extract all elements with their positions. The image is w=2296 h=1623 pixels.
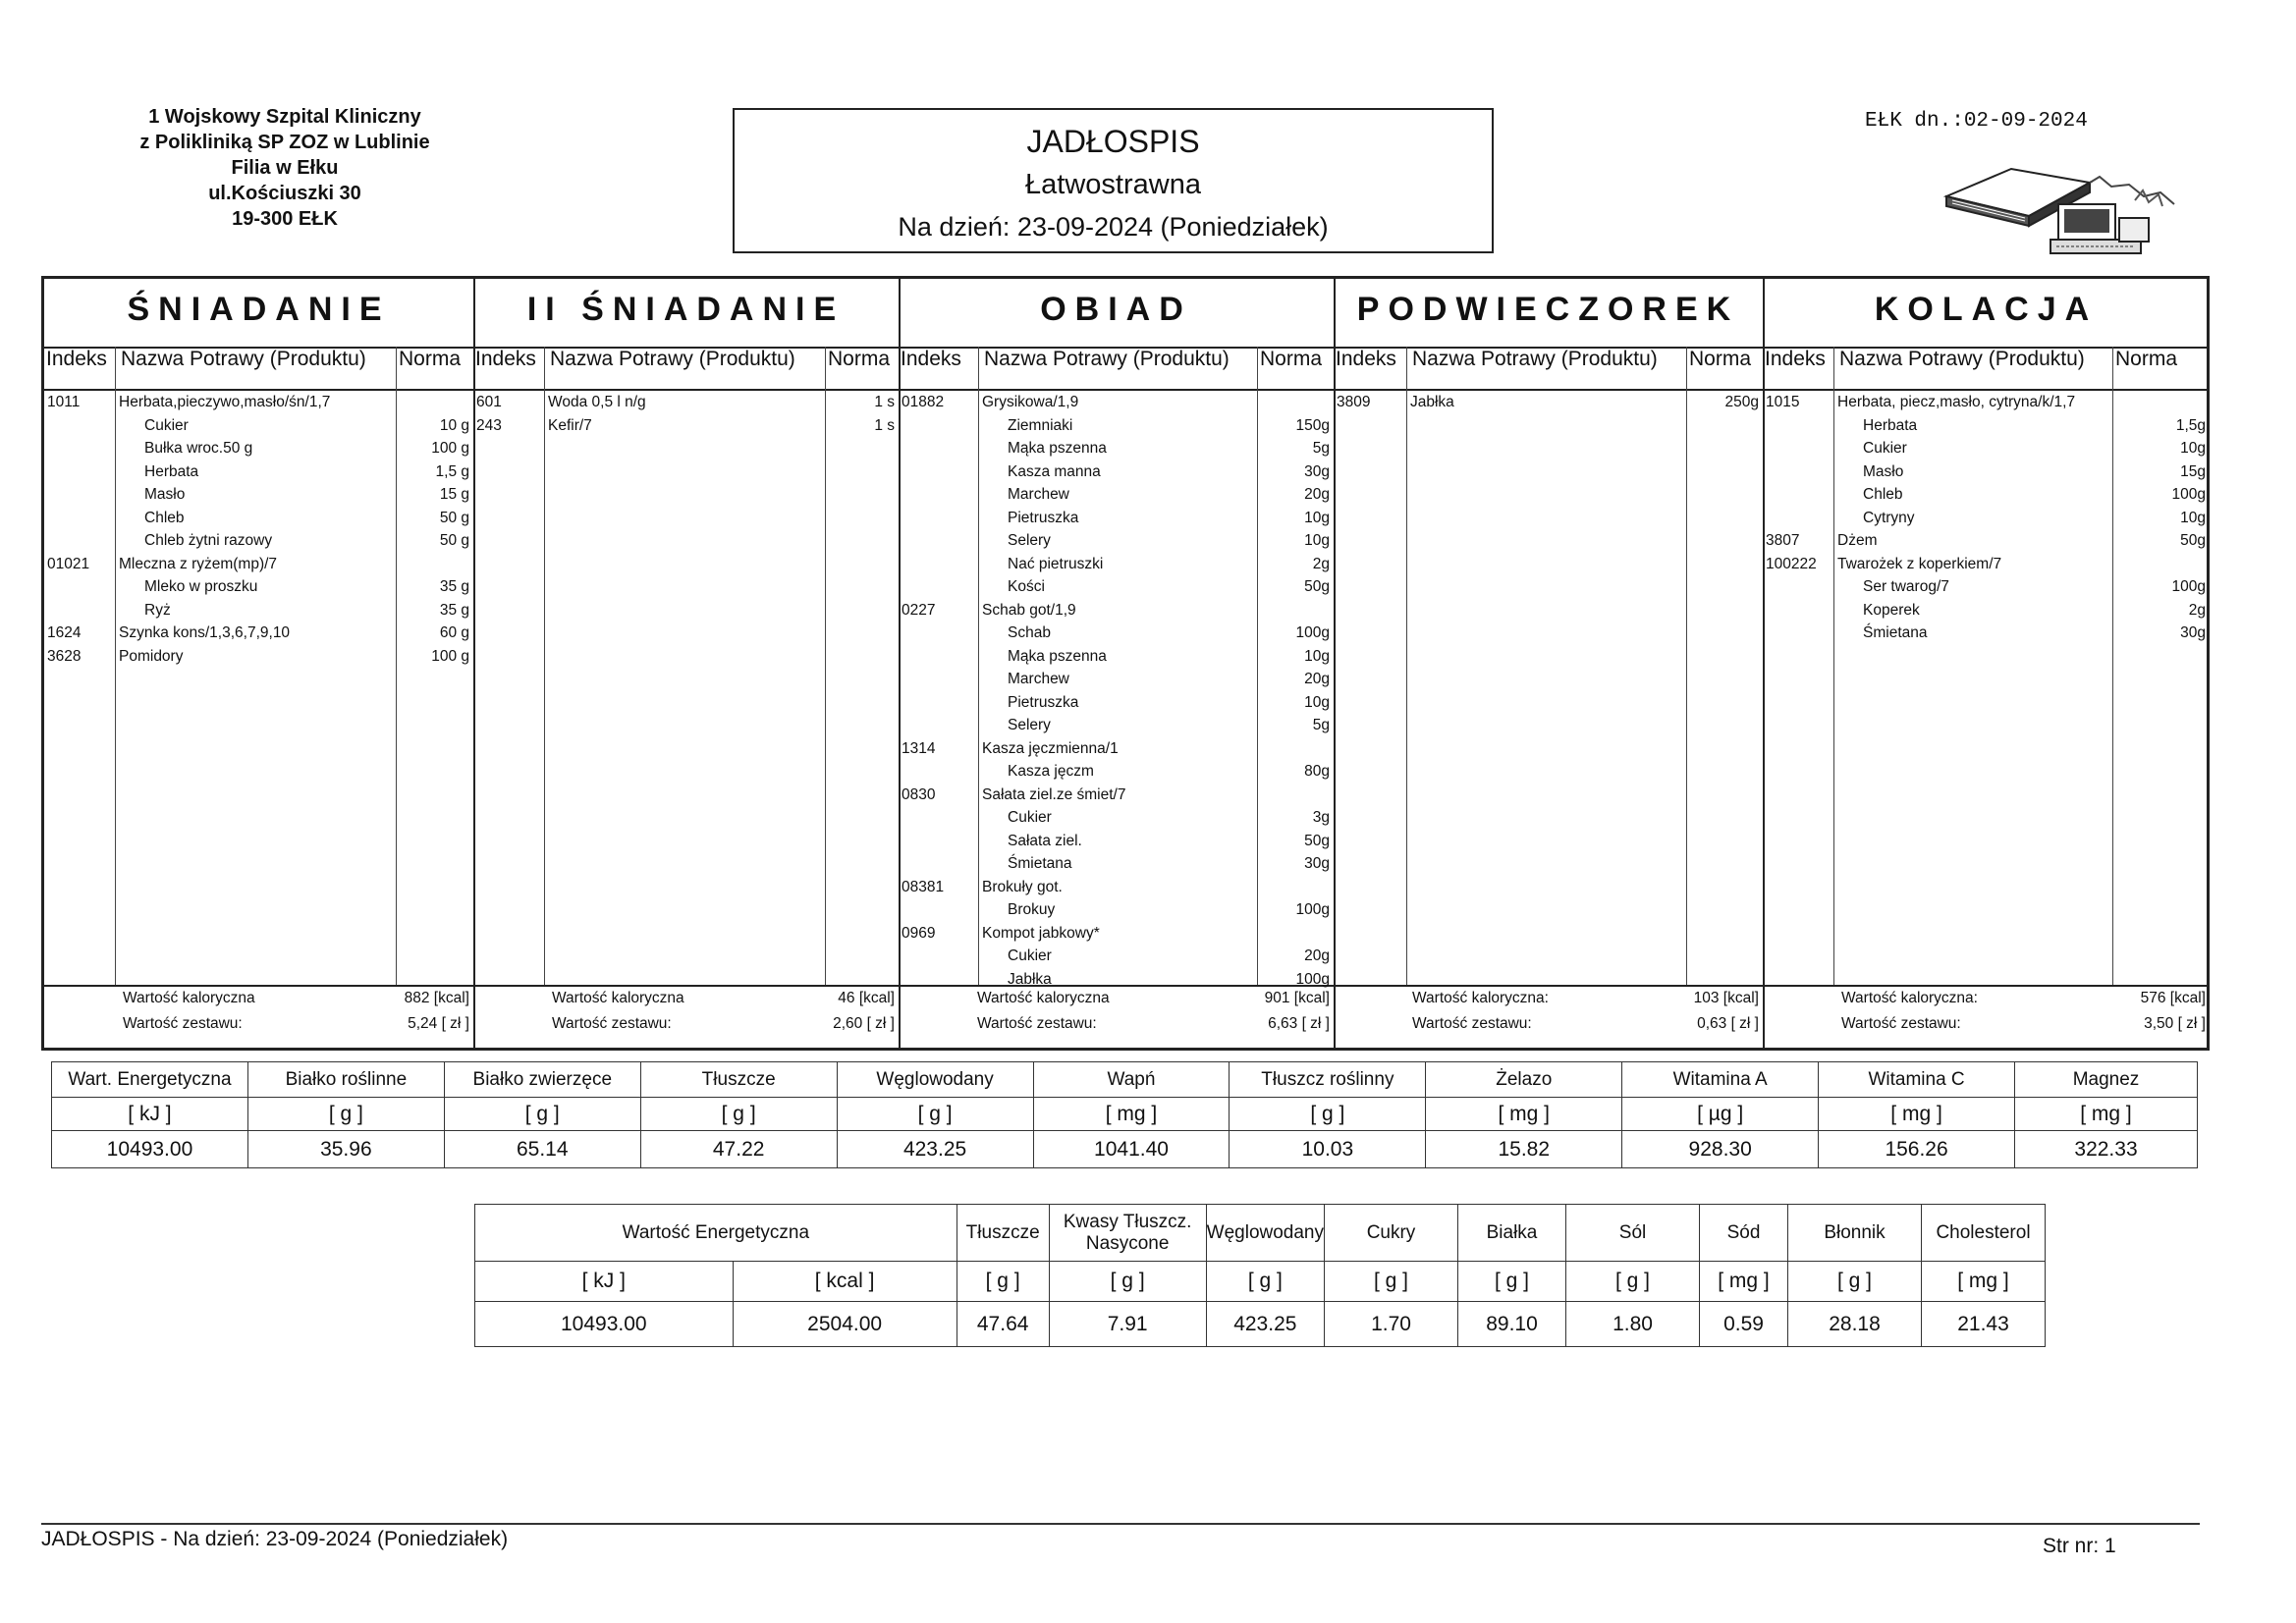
diet-name: Łatwostrawna bbox=[1025, 169, 1201, 200]
nutrition-value: 1.70 bbox=[1325, 1302, 1458, 1347]
index-column-line bbox=[1833, 347, 1834, 985]
meal-item-norm: 150g bbox=[1295, 416, 1330, 434]
nutrition-label: Błonnik bbox=[1788, 1205, 1922, 1262]
nutrient-label: Żelazo bbox=[1426, 1062, 1622, 1098]
nutrient-value: 35.96 bbox=[247, 1131, 444, 1168]
meal-item-name: Schab got/1,9 bbox=[982, 601, 1076, 619]
set-cost-value: 3,50 [ zł ] bbox=[2144, 1015, 2206, 1032]
meal-item-index: 3809 bbox=[1337, 394, 1371, 410]
meal-item-name: Kasza jęczmienna/1 bbox=[982, 739, 1119, 757]
meal-item-norm: 10g bbox=[2180, 509, 2206, 526]
nutrient-value: 10493.00 bbox=[52, 1131, 248, 1168]
meal-item-norm: 1 s bbox=[874, 394, 895, 410]
nutrient-value: 1041.40 bbox=[1033, 1131, 1230, 1168]
meal-item-index: 243 bbox=[476, 416, 502, 434]
meal-item-name: Grysikowa/1,9 bbox=[982, 394, 1079, 410]
meal-item-name: Kompot jabkowy* bbox=[982, 924, 1100, 942]
meal-item-norm: 100g bbox=[1295, 624, 1330, 641]
meal-item-norm: 80g bbox=[1304, 763, 1330, 780]
meal-item-norm: 35 g bbox=[439, 601, 469, 619]
column-header-index: Indeks bbox=[1336, 348, 1396, 370]
meal-item-norm: 5g bbox=[1312, 440, 1330, 457]
meal-item-name: Mąka pszenna bbox=[1008, 647, 1107, 665]
meal-item-norm: 1,5 g bbox=[435, 462, 469, 480]
meal-item-index: 100222 bbox=[1766, 555, 1817, 572]
nutrient-unit: [ g ] bbox=[247, 1098, 444, 1131]
meal-item-name: Kasza jęczm bbox=[1008, 763, 1094, 780]
column-header-norm: Norma bbox=[2115, 348, 2178, 370]
nutrition-unit: [ g ] bbox=[1206, 1262, 1324, 1302]
nutrition-label: Kwasy Tłuszcz. Nasycone bbox=[1049, 1205, 1206, 1262]
nutrition-value: 423.25 bbox=[1206, 1302, 1324, 1347]
meal-item-name: Marchew bbox=[1008, 486, 1069, 503]
set-cost-label: Wartość zestawu: bbox=[977, 1015, 1097, 1032]
calorie-value: 882 [kcal] bbox=[404, 990, 469, 1006]
meal-item-name: Selery bbox=[1008, 717, 1051, 733]
meal-item-norm: 10g bbox=[1304, 532, 1330, 549]
nutrient-value: 156.26 bbox=[1819, 1131, 2015, 1168]
nutrition-value: 28.18 bbox=[1788, 1302, 1922, 1347]
nutrition-label: Węglowodany bbox=[1206, 1205, 1324, 1262]
meal-item-name: Bułka wroc.50 g bbox=[144, 440, 253, 457]
meal-item-index: 1624 bbox=[47, 624, 82, 641]
meal-item-index: 1015 bbox=[1766, 394, 1800, 410]
meal-item-norm: 1 s bbox=[874, 416, 895, 434]
index-column-line bbox=[1406, 347, 1407, 985]
set-cost-value: 0,63 [ zł ] bbox=[1697, 1015, 1759, 1032]
nutrition-unit: [ mg ] bbox=[1922, 1262, 2046, 1302]
nutrient-unit: [ g ] bbox=[444, 1098, 640, 1131]
nutrition-value: 7.91 bbox=[1049, 1302, 1206, 1347]
meal-section-title: KOLACJA bbox=[1874, 291, 2099, 328]
nutrition-value: 89.10 bbox=[1458, 1302, 1566, 1347]
meal-item-name: Nać pietruszki bbox=[1008, 555, 1104, 572]
set-cost-value: 6,63 [ zł ] bbox=[1268, 1015, 1330, 1032]
meal-item-index: 3628 bbox=[47, 647, 82, 665]
title-box bbox=[733, 108, 1494, 253]
calorie-value: 46 [kcal] bbox=[838, 990, 895, 1006]
meal-item-name: Ser twarog/7 bbox=[1863, 578, 1949, 595]
meal-item-norm: 50g bbox=[2180, 532, 2206, 549]
meal-item-norm: 100g bbox=[2171, 578, 2206, 595]
column-header-index: Indeks bbox=[475, 348, 536, 370]
column-header-name: Nazwa Potrawy (Produktu) bbox=[550, 348, 795, 370]
meal-item-name: Cukier bbox=[1863, 440, 1907, 457]
nutrition-unit: [ g ] bbox=[1566, 1262, 1700, 1302]
meal-item-norm: 60 g bbox=[439, 624, 469, 641]
index-column-line bbox=[978, 347, 979, 985]
meal-item-norm: 30g bbox=[1304, 855, 1330, 872]
meal-item-norm: 2g bbox=[1312, 555, 1330, 572]
meal-item-name: Pietruszka bbox=[1008, 509, 1079, 526]
nutrient-label: Węglowodany bbox=[837, 1062, 1033, 1098]
nutrition-value: 1.80 bbox=[1566, 1302, 1700, 1347]
meal-item-name: Kasza manna bbox=[1008, 462, 1101, 480]
nutrient-label: Tłuszcz roślinny bbox=[1230, 1062, 1426, 1098]
nutrient-label: Białko roślinne bbox=[247, 1062, 444, 1098]
meal-item-name: Szynka kons/1,3,6,7,9,10 bbox=[119, 624, 291, 641]
nutrition-facts-table bbox=[474, 1204, 2046, 1347]
meal-item-norm: 15g bbox=[2180, 462, 2206, 480]
column-header-norm: Norma bbox=[828, 348, 891, 370]
meal-section-title: PODWIECZOREK bbox=[1356, 291, 1740, 328]
meal-item-index: 1011 bbox=[47, 394, 81, 410]
meal-item-norm: 20g bbox=[1304, 947, 1330, 964]
nutrient-unit: [ mg ] bbox=[2015, 1098, 2198, 1131]
nutrition-label: Sód bbox=[1700, 1205, 1788, 1262]
meal-item-name: Herbata, piecz,masło, cytryna/k/1,7 bbox=[1837, 394, 2076, 410]
meal-item-name: Mąka pszenna bbox=[1008, 440, 1107, 457]
nutrient-value: 15.82 bbox=[1426, 1131, 1622, 1168]
hospital-name-line2: z Polikliniką SP ZOZ w Lublinie bbox=[139, 132, 430, 153]
meal-item-norm: 10g bbox=[1304, 509, 1330, 526]
column-header-index: Indeks bbox=[46, 348, 107, 370]
meal-item-name: Sałata ziel. bbox=[1008, 832, 1082, 849]
meal-item-name: Jabłka bbox=[1008, 970, 1052, 988]
footer-divider bbox=[41, 1523, 2200, 1525]
nutrient-label: Wapń bbox=[1033, 1062, 1230, 1098]
meal-item-name: Pietruszka bbox=[1008, 693, 1079, 711]
meal-item-name: Jabłka bbox=[1410, 394, 1454, 410]
calorie-value: 103 [kcal] bbox=[1693, 990, 1759, 1006]
meal-item-name: Herbata,pieczywo,masło/śn/1,7 bbox=[119, 394, 331, 410]
footer-text: JADŁOSPIS - Na dzień: 23-09-2024 (Poniedziałek) bbox=[41, 1528, 509, 1550]
nutrient-unit: [ g ] bbox=[640, 1098, 837, 1131]
set-cost-label: Wartość zestawu: bbox=[1412, 1015, 1532, 1032]
nutrition-unit: [ g ] bbox=[1788, 1262, 1922, 1302]
nutrition-value: 47.64 bbox=[957, 1302, 1049, 1347]
meal-item-name: Ziemniaki bbox=[1008, 416, 1073, 434]
meal-item-name: Cukier bbox=[1008, 947, 1052, 964]
meal-item-norm: 100 g bbox=[431, 647, 469, 665]
meal-item-norm: 100g bbox=[2171, 486, 2206, 503]
meal-item-norm: 50g bbox=[1304, 578, 1330, 595]
meal-item-index: 3807 bbox=[1766, 532, 1800, 549]
nutrient-value: 65.14 bbox=[444, 1131, 640, 1168]
meal-item-name: Selery bbox=[1008, 532, 1051, 549]
nutrition-label: Tłuszcze bbox=[957, 1205, 1049, 1262]
meal-item-norm: 30g bbox=[2180, 624, 2206, 641]
meal-item-index: 08381 bbox=[902, 878, 945, 895]
meal-item-name: Śmietana bbox=[1008, 855, 1072, 872]
meal-item-index: 601 bbox=[476, 394, 502, 410]
meal-item-name: Ryż bbox=[144, 601, 171, 619]
nutrient-value: 423.25 bbox=[837, 1131, 1033, 1168]
calorie-label: Wartość kaloryczna: bbox=[1841, 990, 1978, 1006]
meal-item-name: Herbata bbox=[144, 462, 199, 480]
meal-item-index: 01021 bbox=[47, 555, 90, 572]
nutrition-value: 21.43 bbox=[1922, 1302, 2046, 1347]
meal-item-name: Śmietana bbox=[1863, 624, 1928, 641]
section-divider bbox=[899, 279, 901, 1048]
nutrition-label: Cukry bbox=[1325, 1205, 1458, 1262]
hospital-name-line1: 1 Wojskowy Szpital Kliniczny bbox=[148, 106, 421, 128]
meal-item-norm: 100g bbox=[1295, 970, 1330, 988]
nutrient-unit: [ µg ] bbox=[1622, 1098, 1819, 1131]
book-computer-logo-icon bbox=[1942, 157, 2178, 257]
meal-item-name: Brokuy bbox=[1008, 901, 1056, 918]
nutrient-value: 322.33 bbox=[2015, 1131, 2198, 1168]
meal-item-norm: 15 g bbox=[439, 486, 469, 503]
meal-item-name: Sałata ziel.ze śmiet/7 bbox=[982, 785, 1126, 803]
meal-item-norm: 250g bbox=[1724, 394, 1759, 410]
nutrient-value: 928.30 bbox=[1622, 1131, 1819, 1168]
nutrition-unit: [ g ] bbox=[1325, 1262, 1458, 1302]
meal-plan-table bbox=[41, 276, 2210, 1051]
column-header-name: Nazwa Potrawy (Produktu) bbox=[1839, 348, 2085, 370]
section-divider bbox=[473, 279, 475, 1048]
meal-item-name: Kości bbox=[1008, 578, 1045, 595]
nutrient-label: Białko zwierzęce bbox=[444, 1062, 640, 1098]
column-header-norm: Norma bbox=[1689, 348, 1752, 370]
nutrition-unit: [ mg ] bbox=[1700, 1262, 1788, 1302]
meal-item-norm: 1,5g bbox=[2175, 416, 2206, 434]
nutrient-value: 47.22 bbox=[640, 1131, 837, 1168]
calorie-label: Wartość kaloryczna bbox=[552, 990, 684, 1006]
meal-item-index: 1314 bbox=[902, 739, 936, 757]
nutrition-unit: [ g ] bbox=[1049, 1262, 1206, 1302]
section-divider bbox=[1763, 279, 1765, 1048]
nutrition-label: Białka bbox=[1458, 1205, 1566, 1262]
meal-item-name: Mleczna z ryżem(mp)/7 bbox=[119, 555, 278, 572]
meal-item-name: Cytryny bbox=[1863, 509, 1915, 526]
hospital-street: ul.Kościuszki 30 bbox=[208, 183, 361, 204]
calorie-value: 901 [kcal] bbox=[1264, 990, 1330, 1006]
meal-item-index: 0969 bbox=[902, 924, 936, 942]
meal-item-norm: 2g bbox=[2188, 601, 2206, 619]
meal-item-norm: 100g bbox=[1295, 901, 1330, 918]
nutrient-label: Tłuszcze bbox=[640, 1062, 837, 1098]
meal-item-norm: 50 g bbox=[439, 509, 469, 526]
hospital-city: 19-300 EŁK bbox=[232, 208, 338, 230]
section-divider bbox=[1334, 279, 1336, 1048]
set-cost-label: Wartość zestawu: bbox=[123, 1015, 243, 1032]
meal-item-norm: 10g bbox=[2180, 440, 2206, 457]
set-cost-value: 5,24 [ zł ] bbox=[408, 1015, 469, 1032]
hospital-address bbox=[93, 104, 476, 232]
index-column-line bbox=[544, 347, 545, 985]
column-header-index: Indeks bbox=[901, 348, 961, 370]
nutrient-unit: [ g ] bbox=[1230, 1098, 1426, 1131]
meal-item-norm: 50g bbox=[1304, 832, 1330, 849]
column-header-name: Nazwa Potrawy (Produktu) bbox=[1412, 348, 1658, 370]
nutrient-value: 10.03 bbox=[1230, 1131, 1426, 1168]
meal-item-name: Herbata bbox=[1863, 416, 1918, 434]
meal-item-norm: 10g bbox=[1304, 647, 1330, 665]
nutrition-value: 0.59 bbox=[1700, 1302, 1788, 1347]
column-header-name: Nazwa Potrawy (Produktu) bbox=[121, 348, 366, 370]
meal-item-name: Pomidory bbox=[119, 647, 184, 665]
meal-item-norm: 30g bbox=[1304, 462, 1330, 480]
meal-item-name: Brokuły got. bbox=[982, 878, 1063, 895]
meal-item-name: Marchew bbox=[1008, 671, 1069, 687]
nutrition-unit: [ g ] bbox=[1458, 1262, 1566, 1302]
meal-section-title: II ŚNIADANIE bbox=[526, 291, 846, 328]
meal-item-norm: 35 g bbox=[439, 578, 469, 595]
meal-item-norm: 20g bbox=[1304, 671, 1330, 687]
meal-item-name: Woda 0,5 l n/g bbox=[548, 394, 646, 410]
norm-column-line bbox=[825, 347, 826, 985]
meal-item-name: Cukier bbox=[1008, 809, 1052, 826]
nutrition-label: Cholesterol bbox=[1922, 1205, 2046, 1262]
nutrient-label: Magnez bbox=[2015, 1062, 2198, 1098]
energy-label: Wartość Energetyczna bbox=[475, 1205, 957, 1262]
print-date: EŁK dn.:02-09-2024 bbox=[1865, 110, 2088, 133]
set-cost-label: Wartość zestawu: bbox=[552, 1015, 672, 1032]
meal-item-name: Dżem bbox=[1837, 532, 1878, 549]
set-cost-value: 2,60 [ zł ] bbox=[833, 1015, 895, 1032]
meal-item-name: Mleko w proszku bbox=[144, 578, 258, 595]
calorie-label: Wartość kaloryczna: bbox=[1412, 990, 1549, 1006]
norm-column-line bbox=[1686, 347, 1687, 985]
nutrient-summary-table bbox=[51, 1061, 2198, 1168]
meal-item-name: Twarożek z koperkiem/7 bbox=[1837, 555, 2002, 572]
column-header-name: Nazwa Potrawy (Produktu) bbox=[984, 348, 1230, 370]
meal-item-norm: 5g bbox=[1312, 717, 1330, 733]
meal-item-name: Chleb bbox=[1863, 486, 1903, 503]
energy-kcal-unit: [ kcal ] bbox=[733, 1262, 957, 1302]
energy-kj-unit: [ kJ ] bbox=[475, 1262, 734, 1302]
nutrient-unit: [ g ] bbox=[837, 1098, 1033, 1131]
set-cost-label: Wartość zestawu: bbox=[1841, 1015, 1961, 1032]
meal-item-name: Masło bbox=[1863, 462, 1904, 480]
nutrient-label: Wart. Energetyczna bbox=[52, 1062, 248, 1098]
index-column-line bbox=[115, 347, 116, 985]
meal-item-index: 0227 bbox=[902, 601, 936, 619]
meal-item-name: Masło bbox=[144, 486, 186, 503]
nutrient-unit: [ mg ] bbox=[1426, 1098, 1622, 1131]
meal-item-index: 01882 bbox=[902, 394, 945, 410]
calorie-label: Wartość kaloryczna bbox=[123, 990, 255, 1006]
nutrient-label: Witamina C bbox=[1819, 1062, 2015, 1098]
energy-kj-value: 10493.00 bbox=[475, 1302, 734, 1347]
menu-date: Na dzień: 23-09-2024 (Poniedziałek) bbox=[898, 212, 1329, 242]
page-number: Str nr: 1 bbox=[2043, 1535, 2116, 1557]
meal-item-norm: 3g bbox=[1312, 809, 1330, 826]
meal-section-title: ŚNIADANIE bbox=[127, 291, 391, 328]
energy-kcal-value: 2504.00 bbox=[733, 1302, 957, 1347]
hospital-branch: Filia w Ełku bbox=[231, 157, 339, 179]
column-header-index: Indeks bbox=[1765, 348, 1826, 370]
nutrient-label: Witamina A bbox=[1622, 1062, 1819, 1098]
meal-item-name: Chleb bbox=[144, 509, 185, 526]
nutrient-unit: [ mg ] bbox=[1819, 1098, 2015, 1131]
meal-item-name: Schab bbox=[1008, 624, 1051, 641]
meal-item-index: 0830 bbox=[902, 785, 936, 803]
meal-section-title: OBIAD bbox=[1040, 291, 1192, 328]
meal-item-name: Cukier bbox=[144, 416, 189, 434]
meal-item-norm: 20g bbox=[1304, 486, 1330, 503]
meal-item-norm: 100 g bbox=[431, 440, 469, 457]
calorie-label: Wartość kaloryczna bbox=[977, 990, 1110, 1006]
meal-item-norm: 10g bbox=[1304, 693, 1330, 711]
nutrient-unit: [ mg ] bbox=[1033, 1098, 1230, 1131]
calorie-value: 576 [kcal] bbox=[2140, 990, 2206, 1006]
nutrition-label: Sól bbox=[1566, 1205, 1700, 1262]
meal-item-name: Koperek bbox=[1863, 601, 1920, 619]
meal-item-norm: 10 g bbox=[439, 416, 469, 434]
nutrient-unit: [ kJ ] bbox=[52, 1098, 248, 1131]
nutrition-unit: [ g ] bbox=[957, 1262, 1049, 1302]
meal-item-name: Kefir/7 bbox=[548, 416, 592, 434]
document-title: JADŁOSPIS bbox=[1026, 124, 1200, 159]
meal-item-norm: 50 g bbox=[439, 532, 469, 549]
column-header-norm: Norma bbox=[1260, 348, 1323, 370]
meal-item-name: Chleb żytni razowy bbox=[144, 532, 273, 549]
column-header-norm: Norma bbox=[399, 348, 462, 370]
